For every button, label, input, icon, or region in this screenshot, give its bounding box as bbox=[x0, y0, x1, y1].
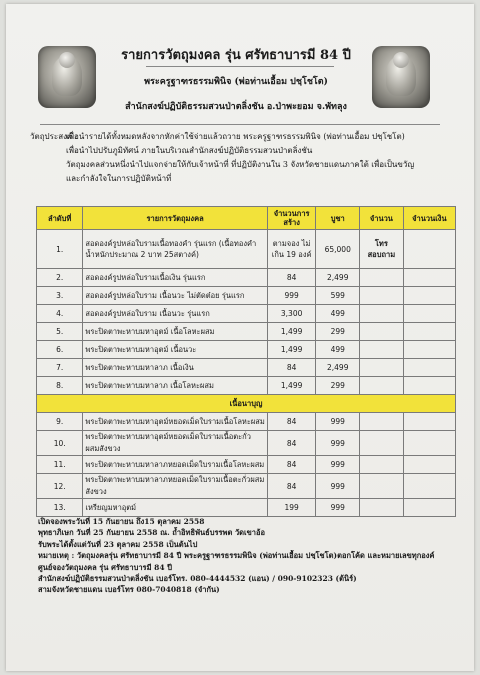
row-amount bbox=[360, 323, 404, 341]
row-created: 199 bbox=[267, 499, 316, 517]
row-price: 999 bbox=[316, 431, 360, 456]
row-created: 84 bbox=[267, 413, 316, 431]
row-price: 499 bbox=[316, 305, 360, 323]
monk-name: พระครูฐาฑรธรรมพินิจ (พ่อท่านเอื้อม ปชฺโชโต) bbox=[144, 77, 328, 87]
col-header-amount: จำนวน bbox=[360, 207, 404, 230]
table-row bbox=[37, 377, 456, 395]
row-created: 999 bbox=[267, 287, 316, 305]
row-price: 499 bbox=[316, 341, 360, 359]
row-item: พระปิดตาพะหาบมหาลาภหยอดเม็ดใบรามเนื้อโลหะผสม bbox=[83, 456, 267, 474]
row-created: ตามจอง ไม่เกิน 19 องค์ bbox=[267, 230, 316, 269]
row-no: 10. bbox=[37, 431, 83, 456]
note-line: พุทธาภิเษก วันที่ 25 กันยายน 2558 ณ. ถ้ำอิทธิพันธ์บรรพต วัดเขาอ้อ bbox=[38, 528, 265, 538]
row-created: 84 bbox=[267, 456, 316, 474]
row-no: 3. bbox=[37, 287, 83, 305]
row-price: 2,499 bbox=[316, 269, 360, 287]
row-total bbox=[403, 305, 455, 323]
table-row bbox=[37, 431, 456, 456]
row-amount bbox=[360, 269, 404, 287]
row-item: สอดองค์รูปหล่อใบรามเนื้อเงิน รุ่นแรก bbox=[83, 269, 267, 287]
row-total bbox=[403, 341, 455, 359]
row-created: 84 bbox=[267, 474, 316, 499]
row-price: 299 bbox=[316, 377, 360, 395]
note-line: หมายเหตุ : วัตถุมงคลรุ่น ศรัทธาบารมี 84 ปี พระครูฐาฑรธรรมพินิจ (พ่อท่านเอื้อม ปชฺโชโต)ตอกโค้ด และหมายเลขทุกองค์ bbox=[38, 551, 435, 561]
note-line: เปิดจองพระวันที่ 15 กันยายน ถึง15 ตุลาคม 2558 bbox=[38, 517, 205, 526]
row-total bbox=[403, 413, 455, 431]
row-total bbox=[403, 287, 455, 305]
row-total bbox=[403, 230, 455, 269]
row-no: 7. bbox=[37, 359, 83, 377]
row-price: 2,499 bbox=[316, 359, 360, 377]
title-underline bbox=[146, 66, 334, 67]
table-row bbox=[37, 499, 456, 517]
row-amount bbox=[360, 377, 404, 395]
row-no: 12. bbox=[37, 474, 83, 499]
section-label: เนื้อนาบุญ bbox=[37, 395, 456, 413]
row-item: พระปิดตาพะหาบมหาอุตม์หยอดเม็ดใบรามเนื้อโลหะผสม bbox=[83, 413, 267, 431]
row-no: 6. bbox=[37, 341, 83, 359]
row-item: พระปิดตาพะหาบมหาอุตม์ เนื้อโลหะผสม bbox=[83, 323, 267, 341]
row-created: 84 bbox=[267, 431, 316, 456]
row-price: 999 bbox=[316, 456, 360, 474]
row-price: 999 bbox=[316, 499, 360, 517]
row-item: พระปิดตาพะหาบมหาลาภ เนื้อโลหะผสม bbox=[83, 377, 267, 395]
row-item: พระปิดตาพะหาบมหาลาภหยอดเม็ดใบรามเนื้อตะกั่วผสมสังขวง bbox=[83, 474, 267, 499]
row-item: สอดองค์รูปหล่อใบรามเนื้อทองคำ รุ่นแรก (เนื้อทองคำน้ำหนักประมาณ 2 บาท 25สตางค์) bbox=[83, 230, 267, 269]
row-price: 299 bbox=[316, 323, 360, 341]
row-item: สอดองค์รูปหล่อใบราม เนื้อนวะ รุ่นแรก bbox=[83, 305, 267, 323]
row-total bbox=[403, 323, 455, 341]
row-amount: โทร สอบถาม bbox=[360, 230, 404, 269]
table-header-row bbox=[37, 207, 456, 230]
row-price: 65,000 bbox=[316, 230, 360, 269]
section-row bbox=[37, 395, 456, 413]
row-no: 4. bbox=[37, 305, 83, 323]
row-total bbox=[403, 431, 455, 456]
row-item: พระปิดตาพะหาบมหาอุตม์หยอดเม็ดใบรามเนื้อตะกั่วผสมสังขวง bbox=[83, 431, 267, 456]
note-line: รับพระได้ตั้งแต่วันที่ 23 ตุลาคม 2558 เป็นต้นไป bbox=[38, 539, 198, 549]
row-price: 999 bbox=[316, 474, 360, 499]
col-header-total: จำนวนเงิน bbox=[403, 207, 455, 230]
table-row bbox=[37, 323, 456, 341]
objective-line: และกำลังใจในการปฏิบัติหน้าที่ bbox=[66, 174, 172, 183]
row-no: 8. bbox=[37, 377, 83, 395]
row-amount bbox=[360, 474, 404, 499]
table-row bbox=[37, 341, 456, 359]
row-amount bbox=[360, 456, 404, 474]
row-total bbox=[403, 359, 455, 377]
note-line: ศูนย์จองวัตถุมงคล รุ่น ศรัทธาบารมี 84 ปี bbox=[38, 562, 172, 572]
col-header-no: ลำดับที่ bbox=[37, 207, 83, 230]
table-row bbox=[37, 359, 456, 377]
row-total bbox=[403, 499, 455, 517]
row-item: พระปิดตาพะหาบมหาลาภ เนื้อเงิน bbox=[83, 359, 267, 377]
col-header-item: รายการวัตถุมงคล bbox=[83, 207, 267, 230]
row-no: 2. bbox=[37, 269, 83, 287]
row-price: 999 bbox=[316, 413, 360, 431]
row-created: 84 bbox=[267, 359, 316, 377]
row-no: 9. bbox=[37, 413, 83, 431]
row-amount bbox=[360, 287, 404, 305]
objective-line: วัตถุมงคลส่วนหนึ่งนำไปแจกจ่ายให้กับเจ้าหน้าที่ ที่ปฏิบัติงานใน 3 จังหวัดชายแดนภาคใต้ เพื่อเป็นขวัญ bbox=[66, 160, 415, 169]
table-row bbox=[37, 230, 456, 269]
table-row bbox=[37, 474, 456, 499]
note-line: สามจังหวัดชายแดน เบอร์โทร 080-7040818 (จำกัน) bbox=[38, 585, 220, 595]
row-price: 599 bbox=[316, 287, 360, 305]
table-row bbox=[37, 413, 456, 431]
document-sheet bbox=[6, 4, 474, 671]
office-name: สำนักสงฆ์ปฏิบัติธรรมสวนป่าตลิ่งชัน อ.ป่าพะยอม จ.พัทลุง bbox=[125, 102, 347, 112]
header-divider bbox=[40, 124, 440, 125]
row-amount bbox=[360, 305, 404, 323]
amulet-price-table bbox=[36, 206, 456, 517]
row-total bbox=[403, 377, 455, 395]
amulet-photo-right bbox=[372, 46, 430, 108]
document-title: รายการวัตถุมงคล รุ่น ศรัทธาบารมี 84 ปี bbox=[121, 48, 351, 63]
row-item: พระปิดตาพะหาบมหาอุตม์ เนื้อนวะ bbox=[83, 341, 267, 359]
row-created: 3,300 bbox=[267, 305, 316, 323]
row-amount bbox=[360, 413, 404, 431]
objective-line: เพื่อนำไปปรับภูมิทัศน์ ภายในบริเวณสำนักสงฆ์ปฏิบัติธรรมสวนป่าตลิ่งชัน bbox=[66, 146, 313, 155]
objectives-label: วัตถุประสงค์ : bbox=[30, 132, 78, 141]
table-row bbox=[37, 287, 456, 305]
row-no: 5. bbox=[37, 323, 83, 341]
row-created: 1,499 bbox=[267, 377, 316, 395]
table-row bbox=[37, 305, 456, 323]
table-row bbox=[37, 456, 456, 474]
row-created: 84 bbox=[267, 269, 316, 287]
row-item: เหรียญมหาอุตม์ bbox=[83, 499, 267, 517]
table-row bbox=[37, 269, 456, 287]
col-header-created: จำนวนการสร้าง bbox=[267, 207, 316, 230]
row-amount bbox=[360, 499, 404, 517]
row-amount bbox=[360, 359, 404, 377]
row-item: สอดองค์รูปหล่อใบราม เนื้อนวะ ไม่ตัดต๋อย รุ่นแรก bbox=[83, 287, 267, 305]
row-total bbox=[403, 474, 455, 499]
note-line: สำนักสงฆ์ปฏิบัติธรรมสวนป่าตลิ่งชัน เบอร์โทร. 080-4444532 (แอน) / 090-9102323 (ต้นิร์) bbox=[38, 574, 357, 584]
amulet-photo-left bbox=[38, 46, 96, 108]
amulet-head bbox=[59, 52, 75, 68]
row-total bbox=[403, 456, 455, 474]
row-created: 1,499 bbox=[267, 323, 316, 341]
objective-line: เพื่อนำรายได้ทั้งหมดหลังจากหักค่าใช้จ่ายแล้วถวาย พระครูฐาฑรธรรมพินิจ (พ่อท่านเอื้อม ปชฺโชโต) bbox=[66, 132, 405, 141]
row-created: 1,499 bbox=[267, 341, 316, 359]
row-no: 11. bbox=[37, 456, 83, 474]
row-amount bbox=[360, 431, 404, 456]
row-no: 13. bbox=[37, 499, 83, 517]
notes-block bbox=[38, 516, 468, 596]
col-header-price: บูชา bbox=[316, 207, 360, 230]
row-total bbox=[403, 269, 455, 287]
amulet-head bbox=[393, 52, 409, 68]
row-amount bbox=[360, 341, 404, 359]
row-no: 1. bbox=[37, 230, 83, 269]
